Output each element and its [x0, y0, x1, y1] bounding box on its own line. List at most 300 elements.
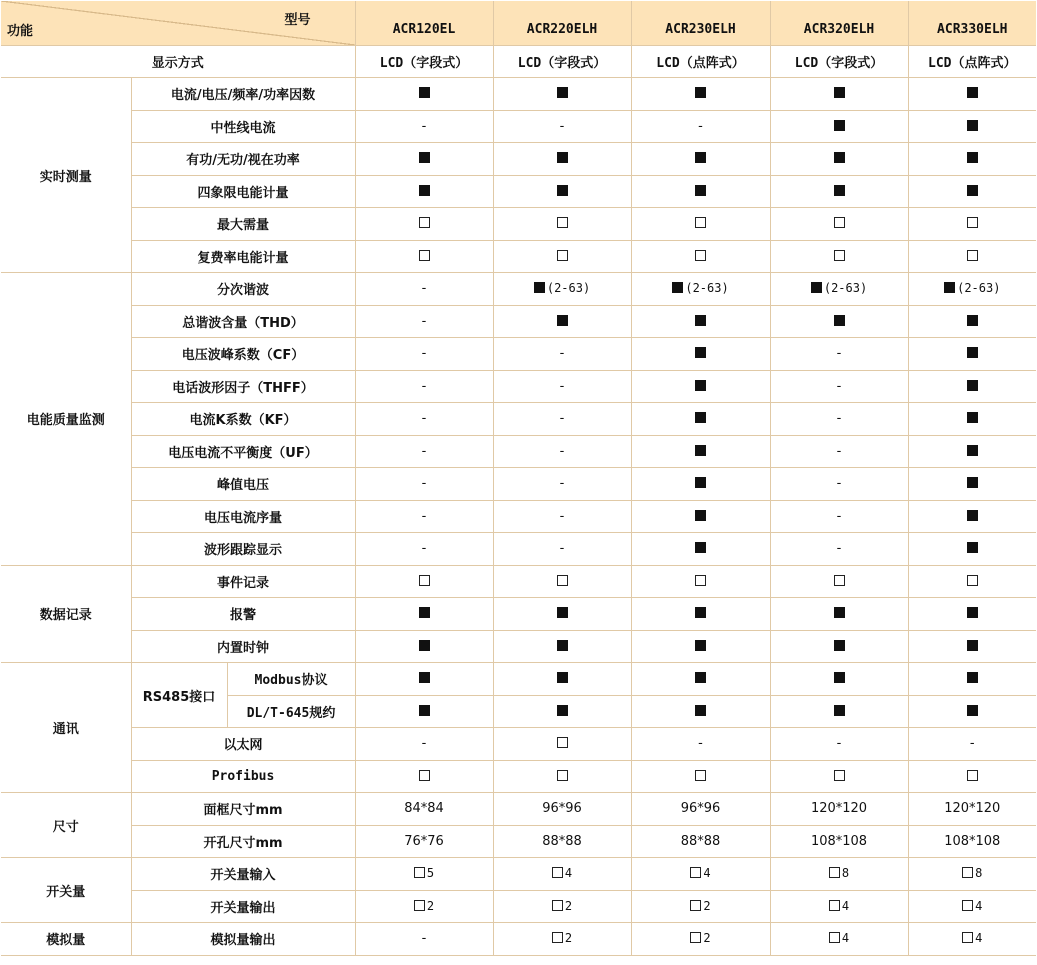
feature-value-cell — [908, 663, 1036, 696]
feature-value-cell — [355, 240, 493, 273]
not-supported-dash: - — [559, 443, 565, 459]
optional-feature-icon — [962, 900, 973, 911]
standard-feature-icon — [834, 315, 845, 326]
model-header-cell: ACR330ELH — [908, 1, 1036, 45]
optional-feature-icon — [834, 217, 845, 228]
feature-value-cell — [631, 663, 770, 696]
standard-feature-icon — [695, 315, 706, 326]
feature-value-cell — [631, 923, 770, 956]
standard-feature-icon — [695, 380, 706, 391]
feature-value-cell — [355, 728, 493, 761]
feature-value-cell — [631, 240, 770, 273]
standard-feature-icon — [834, 640, 845, 651]
feature-value-cell — [355, 630, 493, 663]
feature-detail-text: 4 — [841, 931, 850, 946]
standard-feature-icon — [967, 510, 978, 521]
not-supported-dash: - — [559, 411, 565, 427]
feature-value-cell — [631, 890, 770, 923]
standard-feature-icon — [695, 477, 706, 488]
feature-detail-text: (2-63) — [957, 281, 1001, 296]
category-cell: 通讯 — [1, 663, 131, 793]
standard-feature-icon — [419, 185, 430, 196]
feature-value-cell — [493, 858, 631, 891]
not-supported-dash: - — [836, 411, 842, 427]
standard-feature-icon — [967, 152, 978, 163]
standard-feature-icon — [419, 152, 430, 163]
feature-value-cell — [908, 240, 1036, 273]
not-supported-dash: - — [421, 736, 427, 752]
feature-value-cell — [631, 533, 770, 566]
feature-value-cell — [631, 760, 770, 793]
feature-value-cell — [908, 403, 1036, 436]
feature-row — [1, 663, 1036, 696]
display-value: LCD（字段式） — [493, 45, 631, 78]
feature-label: Profibus — [131, 760, 355, 793]
standard-feature-icon — [695, 185, 706, 196]
model-header-cell: ACR320ELH — [770, 1, 908, 45]
feature-label: 电流K系数（KF） — [131, 403, 355, 436]
standard-feature-icon — [967, 477, 978, 488]
feature-label: 电压电流不平衡度（UF） — [131, 435, 355, 468]
feature-label: 面框尺寸mm — [131, 793, 355, 826]
standard-feature-icon — [834, 705, 845, 716]
feature-value-cell — [770, 338, 908, 371]
feature-value-cell — [493, 338, 631, 371]
standard-feature-icon — [695, 672, 706, 683]
feature-value-cell — [908, 565, 1036, 598]
feature-detail-text: 5 — [426, 866, 435, 881]
standard-feature-icon — [695, 412, 706, 423]
feature-value-cell: 120*120 — [908, 793, 1036, 826]
feature-value-cell — [493, 565, 631, 598]
feature-value-cell — [631, 110, 770, 143]
feature-value-cell — [493, 598, 631, 631]
feature-value-cell — [355, 663, 493, 696]
feature-label: 报警 — [131, 598, 355, 631]
feature-value-cell — [355, 890, 493, 923]
feature-value-cell — [770, 858, 908, 891]
feature-detail-text: 4 — [975, 931, 983, 946]
feature-value-cell — [908, 78, 1036, 111]
standard-feature-icon — [834, 152, 845, 163]
not-supported-dash: - — [421, 508, 427, 524]
feature-value-cell — [631, 403, 770, 436]
feature-value-cell — [355, 598, 493, 631]
feature-value-cell — [770, 663, 908, 696]
sub-category-cell: RS485接口 — [131, 663, 227, 728]
standard-feature-icon — [534, 282, 545, 293]
feature-value-cell — [770, 78, 908, 111]
feature-row — [1, 500, 1036, 533]
feature-detail-text: 2 — [703, 931, 711, 946]
feature-row — [1, 143, 1036, 176]
standard-feature-icon — [967, 705, 978, 716]
feature-label: 电话波形因子（THFF） — [131, 370, 355, 403]
feature-value-cell — [908, 923, 1036, 956]
not-supported-dash: - — [698, 736, 703, 752]
standard-feature-icon — [419, 607, 430, 618]
feature-value-cell — [908, 598, 1036, 631]
feature-value-cell — [355, 403, 493, 436]
optional-feature-icon — [557, 737, 568, 748]
feature-label: Modbus协议 — [227, 663, 355, 696]
not-supported-dash: - — [836, 736, 842, 752]
feature-value-cell — [493, 370, 631, 403]
feature-row — [1, 728, 1036, 761]
feature-detail-text: (2-63) — [823, 281, 868, 296]
feature-value-cell — [355, 370, 493, 403]
category-cell: 尺寸 — [1, 793, 131, 858]
standard-feature-icon — [967, 87, 978, 98]
standard-feature-icon — [419, 87, 430, 98]
not-supported-dash: - — [421, 378, 427, 394]
feature-value-cell — [355, 143, 493, 176]
feature-value-cell — [770, 435, 908, 468]
optional-feature-icon — [695, 575, 706, 586]
standard-feature-icon — [557, 607, 568, 618]
feature-value-cell — [631, 500, 770, 533]
not-supported-dash: - — [421, 346, 427, 362]
optional-feature-icon — [552, 900, 563, 911]
feature-value-cell — [355, 858, 493, 891]
standard-feature-icon — [557, 87, 568, 98]
feature-value-cell — [493, 143, 631, 176]
feature-value-cell — [908, 695, 1036, 728]
standard-feature-icon — [811, 282, 822, 293]
standard-feature-icon — [557, 315, 568, 326]
feature-value-cell — [908, 143, 1036, 176]
standard-feature-icon — [695, 607, 706, 618]
feature-detail-text: 8 — [975, 866, 983, 881]
feature-value-cell — [631, 435, 770, 468]
feature-detail-text: 4 — [975, 898, 983, 913]
not-supported-dash: - — [559, 476, 565, 492]
feature-detail-text: (2-63) — [546, 281, 591, 296]
feature-value-cell — [770, 533, 908, 566]
standard-feature-icon — [834, 185, 845, 196]
feature-value-cell — [493, 923, 631, 956]
feature-label: 总谐波含量（THD） — [131, 305, 355, 338]
model-header: 型号 — [284, 13, 311, 28]
standard-feature-icon — [967, 120, 978, 131]
optional-feature-icon — [695, 217, 706, 228]
feature-row — [1, 305, 1036, 338]
feature-value-cell — [770, 403, 908, 436]
display-value: LCD（字段式） — [770, 45, 908, 78]
standard-feature-icon — [557, 152, 568, 163]
optional-feature-icon — [962, 932, 973, 943]
not-supported-dash: - — [559, 508, 565, 524]
standard-feature-icon — [695, 347, 706, 358]
feature-label: 四象限电能计量 — [131, 175, 355, 208]
feature-row — [1, 403, 1036, 436]
optional-feature-icon — [967, 770, 978, 781]
feature-value-cell — [493, 240, 631, 273]
not-supported-dash: - — [421, 281, 427, 297]
standard-feature-icon — [967, 347, 978, 358]
not-supported-dash: - — [421, 118, 427, 134]
display-row — [1, 45, 1036, 78]
feature-value-cell — [908, 533, 1036, 566]
feature-label: 最大需量 — [131, 208, 355, 241]
feature-value-cell — [770, 565, 908, 598]
feature-row — [1, 468, 1036, 501]
optional-feature-icon — [829, 932, 840, 943]
feature-value-cell — [770, 890, 908, 923]
feature-label: 事件记录 — [131, 565, 355, 598]
feature-row — [1, 208, 1036, 241]
feature-value-cell — [355, 500, 493, 533]
feature-value-cell — [908, 435, 1036, 468]
feature-value-cell — [493, 110, 631, 143]
feature-label: 开关量输入 — [131, 858, 355, 891]
feature-value-cell — [355, 435, 493, 468]
feature-value-cell — [908, 630, 1036, 663]
feature-value-cell — [493, 533, 631, 566]
standard-feature-icon — [967, 380, 978, 391]
not-supported-dash: - — [969, 736, 975, 752]
feature-value-cell: 96*96 — [493, 793, 631, 826]
optional-feature-icon — [419, 770, 430, 781]
feature-detail-text: 4 — [841, 898, 850, 913]
feature-label: 内置时钟 — [131, 630, 355, 663]
standard-feature-icon — [834, 607, 845, 618]
feature-label: 电流/电压/频率/功率因数 — [131, 78, 355, 111]
not-supported-dash: - — [421, 443, 427, 459]
feature-value-cell — [631, 273, 770, 306]
feature-value-cell — [908, 208, 1036, 241]
standard-feature-icon — [944, 282, 955, 293]
feature-value-cell: 84*84 — [355, 793, 493, 826]
not-supported-dash: - — [836, 508, 842, 524]
feature-value-cell — [770, 305, 908, 338]
feature-label: 有功/无功/视在功率 — [131, 143, 355, 176]
feature-value-cell — [908, 370, 1036, 403]
feature-value-cell — [355, 110, 493, 143]
not-supported-dash: - — [421, 313, 427, 329]
feature-row — [1, 890, 1036, 923]
feature-row — [1, 760, 1036, 793]
standard-feature-icon — [967, 542, 978, 553]
feature-row — [1, 175, 1036, 208]
optional-feature-icon — [829, 867, 840, 878]
feature-value-cell — [355, 273, 493, 306]
optional-feature-icon — [967, 217, 978, 228]
standard-feature-icon — [834, 120, 845, 131]
display-value: LCD（点阵式） — [631, 45, 770, 78]
standard-feature-icon — [557, 185, 568, 196]
spec-table — [1, 1, 1036, 956]
optional-feature-icon — [962, 867, 973, 878]
feature-label: 以太网 — [131, 728, 355, 761]
standard-feature-icon — [419, 705, 430, 716]
optional-feature-icon — [552, 932, 563, 943]
feature-value-cell — [908, 760, 1036, 793]
optional-feature-icon — [967, 575, 978, 586]
feature-detail-text: 4 — [703, 866, 711, 881]
optional-feature-icon — [419, 575, 430, 586]
feature-value-cell — [631, 370, 770, 403]
display-value: LCD（字段式） — [355, 45, 493, 78]
feature-value-cell — [493, 760, 631, 793]
feature-value-cell — [493, 695, 631, 728]
feature-value-cell — [770, 760, 908, 793]
function-header: 功能 — [7, 23, 34, 39]
feature-value-cell — [770, 175, 908, 208]
feature-row — [1, 273, 1036, 306]
feature-value-cell — [631, 78, 770, 111]
feature-label: 分次谐波 — [131, 273, 355, 306]
standard-feature-icon — [557, 705, 568, 716]
model-header-cell: ACR120EL — [355, 1, 493, 45]
feature-value-cell — [493, 663, 631, 696]
feature-value-cell — [355, 533, 493, 566]
feature-value-cell — [908, 305, 1036, 338]
feature-value-cell — [493, 468, 631, 501]
feature-value-cell — [355, 175, 493, 208]
optional-feature-icon — [834, 250, 845, 261]
optional-feature-icon — [834, 575, 845, 586]
feature-value-cell: 120*120 — [770, 793, 908, 826]
feature-value-cell — [770, 728, 908, 761]
feature-label: 开孔尺寸mm — [131, 825, 355, 858]
model-header-cell: ACR230ELH — [631, 1, 770, 45]
feature-value-cell — [355, 305, 493, 338]
not-supported-dash: - — [698, 118, 703, 134]
standard-feature-icon — [557, 640, 568, 651]
feature-value-cell — [770, 630, 908, 663]
category-cell: 数据记录 — [1, 565, 131, 663]
feature-value-cell — [770, 208, 908, 241]
feature-value-cell — [355, 338, 493, 371]
feature-value-cell — [770, 468, 908, 501]
feature-value-cell — [908, 728, 1036, 761]
not-supported-dash: - — [559, 346, 565, 362]
optional-feature-icon — [690, 900, 701, 911]
feature-value-cell — [908, 273, 1036, 306]
header-row — [1, 1, 1036, 45]
feature-row — [1, 858, 1036, 891]
feature-value-cell — [908, 338, 1036, 371]
not-supported-dash: - — [421, 476, 427, 492]
feature-value-cell — [355, 760, 493, 793]
feature-label: 电压波峰系数（CF） — [131, 338, 355, 371]
feature-value-cell — [493, 175, 631, 208]
feature-value-cell — [493, 78, 631, 111]
feature-value-cell — [631, 630, 770, 663]
feature-value-cell — [770, 240, 908, 273]
feature-value-cell — [493, 630, 631, 663]
not-supported-dash: - — [836, 378, 842, 394]
feature-value-cell — [770, 273, 908, 306]
feature-value-cell — [631, 305, 770, 338]
feature-value-cell — [355, 695, 493, 728]
feature-value-cell — [908, 110, 1036, 143]
feature-row — [1, 110, 1036, 143]
standard-feature-icon — [419, 640, 430, 651]
feature-label: 中性线电流 — [131, 110, 355, 143]
feature-value-cell — [770, 695, 908, 728]
feature-row — [1, 338, 1036, 371]
display-value: LCD（点阵式） — [908, 45, 1036, 78]
standard-feature-icon — [695, 510, 706, 521]
standard-feature-icon — [695, 705, 706, 716]
feature-value-cell — [770, 923, 908, 956]
feature-value-cell — [493, 208, 631, 241]
not-supported-dash: - — [559, 378, 565, 394]
optional-feature-icon — [967, 250, 978, 261]
model-header-cell: ACR220ELH — [493, 1, 631, 45]
optional-feature-icon — [834, 770, 845, 781]
category-cell: 开关量 — [1, 858, 131, 923]
feature-detail-text: 2 — [703, 898, 711, 913]
feature-value-cell — [631, 565, 770, 598]
feature-label: 复费率电能计量 — [131, 240, 355, 273]
feature-label: DL/T-645规约 — [227, 695, 355, 728]
not-supported-dash: - — [836, 476, 842, 492]
feature-label: 峰值电压 — [131, 468, 355, 501]
feature-detail-text: 2 — [564, 931, 573, 946]
standard-feature-icon — [695, 445, 706, 456]
category-cell: 模拟量 — [1, 923, 131, 956]
standard-feature-icon — [695, 542, 706, 553]
feature-value-cell — [631, 728, 770, 761]
standard-feature-icon — [834, 87, 845, 98]
standard-feature-icon — [967, 445, 978, 456]
feature-value-cell — [631, 598, 770, 631]
optional-feature-icon — [552, 867, 563, 878]
not-supported-dash: - — [559, 541, 565, 557]
feature-row — [1, 565, 1036, 598]
feature-value-cell — [355, 923, 493, 956]
feature-value-cell — [493, 435, 631, 468]
header-corner-cell — [1, 1, 355, 45]
feature-value-cell — [908, 468, 1036, 501]
feature-row — [1, 370, 1036, 403]
feature-value-cell — [355, 565, 493, 598]
not-supported-dash: - — [421, 931, 427, 947]
feature-row — [1, 435, 1036, 468]
feature-label: 电压电流序量 — [131, 500, 355, 533]
feature-value-cell — [355, 468, 493, 501]
not-supported-dash: - — [836, 541, 842, 557]
standard-feature-icon — [695, 152, 706, 163]
feature-value-cell: 96*96 — [631, 793, 770, 826]
feature-detail-text: 2 — [426, 898, 435, 913]
feature-label: 波形跟踪显示 — [131, 533, 355, 566]
optional-feature-icon — [557, 217, 568, 228]
feature-row — [1, 923, 1036, 956]
feature-value-cell — [770, 500, 908, 533]
feature-value-cell: 76*76 — [355, 825, 493, 858]
feature-detail-text: 4 — [564, 866, 573, 881]
feature-value-cell — [631, 338, 770, 371]
feature-value-cell — [493, 728, 631, 761]
optional-feature-icon — [829, 900, 840, 911]
feature-row — [1, 793, 1036, 826]
standard-feature-icon — [967, 185, 978, 196]
standard-feature-icon — [967, 672, 978, 683]
feature-row — [1, 533, 1036, 566]
optional-feature-icon — [557, 575, 568, 586]
feature-value-cell — [493, 500, 631, 533]
feature-value-cell: 108*108 — [770, 825, 908, 858]
feature-label: 模拟量输出 — [131, 923, 355, 956]
feature-value-cell — [770, 598, 908, 631]
not-supported-dash: - — [559, 118, 565, 134]
feature-value-cell — [908, 500, 1036, 533]
category-cell: 实时测量 — [1, 78, 131, 273]
